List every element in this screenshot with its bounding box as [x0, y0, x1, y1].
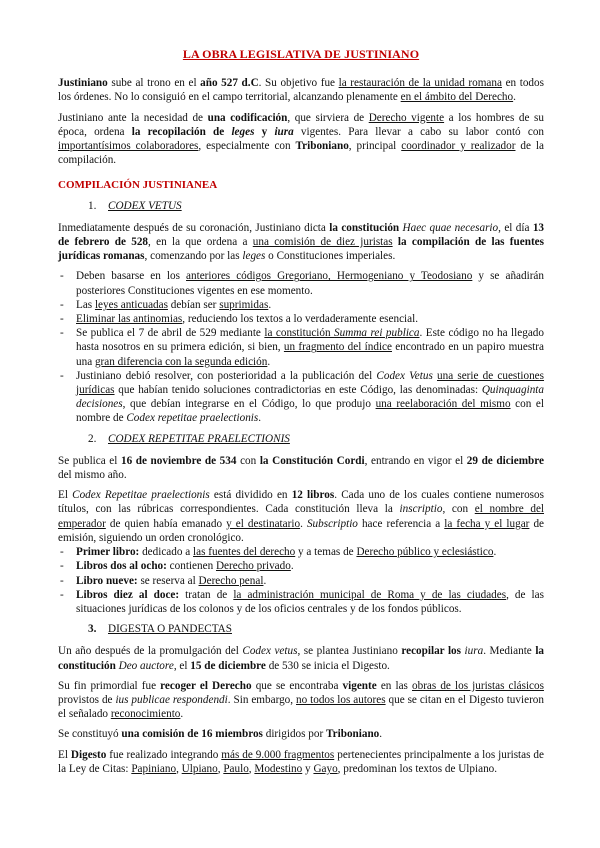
- bold-text: Libro nueve:: [76, 574, 138, 587]
- text: o Constituciones imperiales.: [265, 250, 396, 263]
- bold-text: 15 de diciembre: [190, 659, 266, 672]
- bold-text: la constitución: [329, 221, 400, 234]
- bold-text: la Constitución Cordi: [259, 454, 365, 467]
- codex-repetitae-paragraph-2: [58, 488, 544, 545]
- text: , en la que ordena a: [148, 236, 253, 249]
- text: , con: [442, 503, 475, 516]
- text: contienen: [166, 560, 216, 573]
- digesta-paragraph-1: [58, 644, 544, 672]
- codex-vetus-paragraph: [58, 221, 544, 264]
- list-item: [58, 298, 544, 312]
- text: , el: [173, 659, 191, 672]
- text: Justiniano ante la necesidad de: [58, 111, 208, 124]
- subsection-title: CODEX VETUS: [108, 199, 182, 212]
- underlined-text: reconocimiento: [110, 708, 181, 721]
- italic-text: Codex Repetitae praelectionis: [72, 489, 210, 502]
- underlined-text: el nombre del emperador: [58, 503, 545, 530]
- italic-text: Haec quae necesario: [402, 221, 499, 234]
- text: .: [267, 355, 271, 368]
- text: .: [379, 728, 383, 741]
- italic-text: Codex repetitae praelectionis: [126, 412, 259, 425]
- section-number: 2.: [88, 432, 97, 445]
- underlined-text: una serie de cuestiones jurídicas: [76, 369, 545, 397]
- underlined-text: un fragmento del índice: [283, 341, 392, 354]
- list-item: [58, 559, 544, 573]
- text: dedicado a: [139, 546, 194, 559]
- text: Se publica el: [58, 454, 121, 467]
- text: , principal: [348, 140, 402, 153]
- bold-text: Libros diez al doce:: [76, 588, 180, 601]
- text: dirigidos por: [262, 728, 327, 741]
- text: Su fin primordial fue: [58, 679, 161, 692]
- text: ,: [176, 762, 182, 775]
- underlined-text: suprimidas: [219, 298, 269, 311]
- bold-text: Triboniano: [295, 140, 349, 153]
- text: de 530 se inicia el Digesto.: [265, 659, 390, 672]
- subsection-title: DIGESTA O PANDECTAS: [108, 623, 232, 636]
- bold-text: 13 de febrero de 528: [58, 221, 544, 249]
- underlined-text: Derecho público y eclesiástico: [356, 546, 494, 559]
- underlined-text: Modestino: [254, 762, 303, 775]
- underlined-text: una comisión de diez juristas: [252, 236, 393, 249]
- text: , de las situaciones jurídicas de los colonos y de los oficios centrales y de los fondos públicos.: [76, 588, 544, 615]
- underlined-text: gran diferencia con la segunda edición: [94, 355, 268, 368]
- text: , que sirviera de: [287, 111, 369, 124]
- text: está dividido en: [209, 489, 292, 502]
- italic-text: inscriptio: [399, 503, 443, 516]
- underlined-text: Ulpiano: [181, 762, 218, 775]
- section-number: 3.: [88, 623, 97, 636]
- section-heading-compilacion: COMPILACIÓN JUSTINIANEA: [58, 179, 218, 192]
- text: con: [236, 454, 260, 467]
- section-number: 1.: [88, 199, 97, 212]
- text: que se citan en el Digesto tuvieron el señalado: [58, 693, 544, 721]
- intro-paragraph-1: [58, 76, 544, 104]
- text: . Su objetivo fue: [258, 77, 339, 90]
- text: y: [302, 762, 314, 775]
- codex-repetitae-paragraph-1: [58, 454, 544, 482]
- text: Las: [76, 298, 95, 311]
- text: , comenzando por las: [144, 250, 243, 263]
- text: , reduciendo los textos a lo verdaderamente esencial.: [182, 313, 419, 326]
- bold-text: la compilación de las fuentes jurídicas romanas: [58, 236, 544, 263]
- underlined-text: Derecho vigente: [368, 111, 445, 124]
- text: provistos de: [58, 693, 116, 706]
- list-item: [58, 574, 544, 588]
- text: que habían tenido soluciones contradictorias en este Código, las denominadas:: [114, 384, 482, 397]
- italic-text: iura: [464, 645, 484, 658]
- digesta-paragraph-4: [58, 748, 544, 776]
- text: .: [263, 574, 267, 587]
- bold-text: 29 de diciembre: [466, 454, 545, 467]
- bold-text: y: [254, 125, 275, 138]
- bold-text: una comisión de 16 miembros: [121, 728, 263, 741]
- bold-text: Primer libro:: [76, 546, 140, 559]
- text: , se plantea Justiniano: [297, 645, 402, 658]
- text: de emisión, siguiendo un orden cronológico.: [58, 517, 545, 544]
- text: El: [58, 489, 73, 502]
- underlined-text: Papiniano: [131, 762, 177, 775]
- bold-text: vigente: [342, 679, 377, 692]
- underlined-text: no todos los autores: [296, 693, 386, 706]
- bold-text: Justiniano: [58, 77, 108, 90]
- underlined-text: la administración municipal de Roma y de las ciudades: [233, 588, 507, 601]
- subsection-heading-codex-repetitae: [88, 432, 544, 446]
- text: .: [493, 546, 497, 559]
- text: con el nombre de: [76, 398, 544, 425]
- list-item: [58, 269, 544, 297]
- subsection-heading-digesta: [88, 622, 544, 636]
- subsection-title: CODEX REPETITAE PRAELECTIONIS: [108, 432, 290, 445]
- underlined-text: importantísimos colaboradores: [58, 140, 199, 153]
- underlined-text: anteriores códigos Gregoriano, Hermogeniano y Teodosiano: [186, 270, 473, 283]
- codex-repetitae-list: [58, 545, 544, 616]
- text: , entrando en vigor el: [364, 454, 467, 467]
- text: .: [258, 412, 262, 425]
- underlined-text: coordinador y realizador: [401, 140, 516, 153]
- bold-text: recoger el Derecho: [160, 679, 252, 692]
- digesta-paragraph-3: [58, 727, 544, 741]
- text: .: [290, 560, 294, 573]
- underlined-text: la fecha y el lugar: [444, 517, 530, 530]
- text: .: [180, 708, 184, 721]
- underlined-text: Paulo: [223, 762, 249, 775]
- list-item: [58, 545, 544, 559]
- underlined-text: Derecho privado: [215, 560, 291, 573]
- text: Un año después de la promulgación del: [58, 645, 243, 658]
- bold-text: Digesto: [70, 748, 107, 761]
- text: debían ser: [167, 298, 220, 311]
- underlined-text: y el destinatario: [226, 517, 301, 530]
- italic-text: Codex vetus: [242, 645, 298, 658]
- bold-text: recopilar los: [401, 645, 465, 658]
- text: ,: [217, 762, 224, 775]
- list-item: [58, 588, 544, 616]
- underlined-text: en el ámbito del Derecho: [400, 91, 514, 104]
- text: El: [58, 748, 71, 761]
- underlined-text: una reelaboración del mismo: [375, 398, 511, 411]
- text: .: [268, 298, 272, 311]
- text: en todos los órdenes. No lo consiguió en el campo territorial, alcanzando plenamente: [58, 77, 544, 104]
- codex-vetus-list: [58, 269, 544, 425]
- list-item: [58, 326, 544, 369]
- bold-text: 16 de noviembre de 534: [120, 454, 237, 467]
- underlined-text: Eliminar las antinomias: [76, 313, 183, 326]
- bold-text: la constitución: [58, 645, 545, 672]
- text: , predominan los textos de Ulpiano.: [337, 762, 498, 775]
- bold-text: Libros dos al ocho:: [76, 560, 167, 573]
- text: Se constituyó: [58, 728, 122, 741]
- underlined-text: Derecho penal: [198, 574, 264, 587]
- underlined-text: [264, 327, 419, 339]
- text: Inmediatamente después de su coronación, Justiniano dicta: [58, 221, 330, 234]
- text: hace referencia a: [357, 517, 445, 530]
- text: Deben basarse en los: [76, 270, 187, 283]
- text: . Mediante: [483, 645, 536, 658]
- text: Justiniano debió resolver, con posterioridad a la publicación del: [76, 369, 377, 382]
- intro-paragraph-2: [58, 111, 544, 168]
- underlined-text: la restauración de la unidad romana: [338, 77, 502, 90]
- italic-text: Quinquaginta decisiones: [76, 384, 544, 411]
- underlined-text: obras de los juristas clásicos: [412, 679, 544, 692]
- italic-text: leges: [242, 250, 266, 263]
- italic-text: Deo auctore: [118, 659, 174, 672]
- digesta-paragraph-2: [58, 679, 544, 722]
- list-item: [58, 369, 544, 426]
- text: fue realizado integrando: [106, 748, 222, 761]
- underlined-text: leyes anticuadas: [94, 298, 168, 311]
- text: .: [300, 517, 307, 530]
- text: , el día: [498, 221, 533, 234]
- text: . Este código no ha llegado hasta nosotros en su primera edición, si bien,: [76, 327, 544, 354]
- text: . Sin embargo,: [227, 693, 296, 706]
- document-title: LA OBRA LEGISLATIVA DE JUSTINIANO: [182, 47, 420, 61]
- bold-text: año 527 d.C: [200, 77, 259, 90]
- text: vigentes. Para llevar a cabo su labor contó con: [293, 125, 545, 138]
- italic-text: leges: [231, 125, 255, 138]
- underlined-text: Gayo: [313, 762, 338, 775]
- text: , especialmente con: [198, 140, 296, 153]
- text: Se publica el 7 de abril de 529 mediante: [76, 327, 265, 340]
- italic-text: Subscriptio: [306, 517, 358, 530]
- text: y se añadirán posteriores Constituciones vigentes en ese momento.: [76, 270, 544, 297]
- underlined-text: las fuentes del derecho: [193, 546, 296, 559]
- text: en las: [376, 679, 412, 692]
- text: del mismo año.: [58, 469, 127, 482]
- text: que se encontraba: [251, 679, 343, 692]
- text: encontrado en un papiro muestra una: [76, 341, 544, 368]
- text: de la compilación.: [58, 140, 544, 167]
- italic-text: iura: [274, 125, 294, 138]
- bold-text: 12 libros: [291, 489, 335, 502]
- text: tratan de: [179, 588, 234, 601]
- text: pertenecientes principalmente a los juristas de la Ley de Citas:: [58, 748, 544, 775]
- italic-text: ius publicae respondendi: [115, 693, 228, 706]
- text: y a temas de: [295, 546, 357, 559]
- bold-text: una codificación: [207, 111, 288, 124]
- text: ,: [248, 762, 255, 775]
- text: se reserva al: [137, 574, 199, 587]
- text: la constitución: [264, 327, 335, 340]
- subsection-heading-codex-vetus: [88, 199, 544, 213]
- document-page: [58, 44, 544, 782]
- text: , que debían integrarse en el Código, lo que produjo: [122, 398, 376, 411]
- text: .: [513, 91, 516, 104]
- text: . Cada uno de los cuales contiene numerosos títulos, con las rúbricas correspondientes. Cada constitución lleva la: [58, 489, 544, 516]
- text: sube al trono en el: [107, 77, 201, 90]
- text: a los hombres de su época, ordena: [58, 111, 544, 138]
- list-item: [58, 312, 544, 326]
- bold-text: Triboniano: [326, 728, 380, 741]
- italic-text: Codex Vetus: [376, 369, 433, 382]
- bold-text: la recopilación de: [131, 125, 232, 138]
- text: de quien había emanado: [105, 517, 227, 530]
- underlined-text: más de 9.000 fragmentos: [221, 748, 335, 761]
- italic-text: Summa rei publica: [334, 327, 420, 340]
